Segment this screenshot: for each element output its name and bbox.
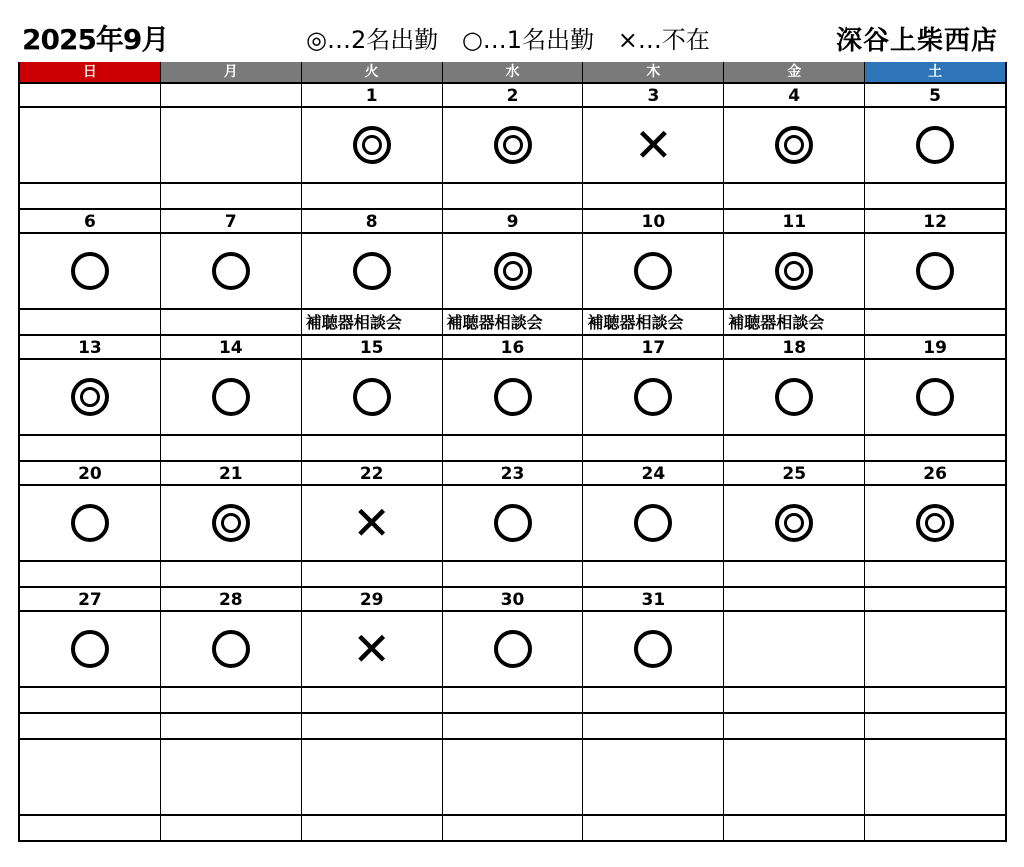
date-number <box>724 588 865 610</box>
double-circle-icon <box>212 504 250 542</box>
circle-icon <box>71 630 109 668</box>
date-number: 13 <box>20 336 161 358</box>
day-status-cell <box>865 360 1005 434</box>
day-status-cell <box>443 360 584 434</box>
day-note <box>724 562 865 586</box>
weekday-wednesday: 水 <box>443 62 584 82</box>
day-status-cell <box>865 612 1005 686</box>
calendar-header <box>0 0 1024 60</box>
day-note <box>161 562 302 586</box>
empty-cell <box>583 714 724 738</box>
circle-icon <box>494 630 532 668</box>
day-status-cell <box>583 612 724 686</box>
day-note <box>583 436 724 460</box>
date-number: 9 <box>443 210 584 232</box>
circle-icon <box>212 378 250 416</box>
circle-icon <box>775 378 813 416</box>
day-note <box>20 436 161 460</box>
day-status-cell <box>724 612 865 686</box>
empty-row <box>20 814 1005 840</box>
week-2-note-row <box>20 308 1005 334</box>
double-circle-icon <box>916 504 954 542</box>
day-note <box>583 688 724 712</box>
empty-cell <box>161 816 302 840</box>
day-status-cell <box>443 612 584 686</box>
date-number: 18 <box>724 336 865 358</box>
day-note <box>724 184 865 208</box>
empty-cell <box>583 816 724 840</box>
date-number: 16 <box>443 336 584 358</box>
weekday-thursday: 木 <box>583 62 724 82</box>
empty-cell <box>302 816 443 840</box>
day-status-cell <box>20 234 161 308</box>
day-status-cell <box>20 108 161 182</box>
date-number: 20 <box>20 462 161 484</box>
double-circle-icon <box>494 252 532 290</box>
day-note: 補聴器相談会 <box>443 310 584 334</box>
empty-row <box>20 712 1005 738</box>
date-number: 22 <box>302 462 443 484</box>
day-note <box>443 184 584 208</box>
calendar-grid <box>18 62 1007 842</box>
day-status-cell <box>443 486 584 560</box>
day-note <box>865 310 1005 334</box>
week-5-date-row <box>20 586 1005 610</box>
day-note <box>724 688 865 712</box>
day-note <box>583 562 724 586</box>
double-circle-icon <box>494 126 532 164</box>
date-number: 17 <box>583 336 724 358</box>
empty-cell <box>724 714 865 738</box>
week-3-note-row <box>20 434 1005 460</box>
date-number: 31 <box>583 588 724 610</box>
day-note <box>20 310 161 334</box>
date-number: 21 <box>161 462 302 484</box>
circle-icon <box>353 378 391 416</box>
double-circle-icon <box>775 504 813 542</box>
day-note <box>865 436 1005 460</box>
empty-cell <box>161 714 302 738</box>
empty-cell <box>443 816 584 840</box>
day-status-cell <box>583 486 724 560</box>
day-status-cell <box>724 234 865 308</box>
date-number: 28 <box>161 588 302 610</box>
day-status-cell <box>161 360 302 434</box>
day-note <box>302 562 443 586</box>
date-number: 7 <box>161 210 302 232</box>
double-circle-icon <box>71 378 109 416</box>
date-number: 5 <box>929 86 941 106</box>
date-number: 12 <box>923 212 947 232</box>
date-number: 11 <box>724 210 865 232</box>
day-note <box>583 184 724 208</box>
circle-icon <box>634 378 672 416</box>
date-number: 3 <box>583 84 724 106</box>
day-note <box>20 688 161 712</box>
day-note <box>161 436 302 460</box>
day-status-cell <box>865 234 1005 308</box>
week-2-status-row <box>20 232 1005 308</box>
date-number: 27 <box>20 588 161 610</box>
weekday-sunday: 日 <box>20 62 161 82</box>
day-status-cell <box>724 486 865 560</box>
date-number: 23 <box>443 462 584 484</box>
empty-cell <box>161 740 302 814</box>
date-number: 14 <box>161 336 302 358</box>
week-4-date-row <box>20 460 1005 484</box>
day-status-cell <box>161 612 302 686</box>
week-1-date-row <box>20 82 1005 106</box>
weekday-monday: 月 <box>161 62 302 82</box>
empty-cell <box>302 740 443 814</box>
day-note <box>302 436 443 460</box>
empty-cell <box>865 740 1005 814</box>
date-number: 8 <box>302 210 443 232</box>
week-1-note-row <box>20 182 1005 208</box>
circle-icon <box>634 630 672 668</box>
day-status-cell <box>20 360 161 434</box>
double-circle-icon <box>775 126 813 164</box>
circle-icon <box>353 252 391 290</box>
day-note: 補聴器相談会 <box>724 310 865 334</box>
empty-cell <box>443 714 584 738</box>
day-status-cell <box>302 486 443 560</box>
week-4-status-row <box>20 484 1005 560</box>
date-number: 26 <box>923 464 947 484</box>
empty-cell <box>583 740 724 814</box>
empty-cell <box>20 740 161 814</box>
store-name: 深谷上柴西店 <box>835 26 998 56</box>
empty-cell <box>724 740 865 814</box>
day-note <box>161 310 302 334</box>
circle-icon <box>916 126 954 164</box>
empty-cell <box>724 816 865 840</box>
day-note <box>865 184 1005 208</box>
empty-cell <box>302 714 443 738</box>
date-number: 19 <box>923 338 947 358</box>
day-note: 補聴器相談会 <box>302 310 443 334</box>
date-number: 24 <box>583 462 724 484</box>
day-status-cell <box>302 360 443 434</box>
week-4-note-row <box>20 560 1005 586</box>
date-number <box>865 588 1005 610</box>
day-note <box>161 184 302 208</box>
legend-cross: ×…不在 <box>617 26 710 54</box>
week-3-date-row <box>20 334 1005 358</box>
day-note <box>20 184 161 208</box>
month-title: 2025年9月 <box>22 23 169 56</box>
empty-cell <box>865 816 1005 840</box>
week-3-status-row <box>20 358 1005 434</box>
circle-icon <box>494 504 532 542</box>
empty-row <box>20 738 1005 814</box>
week-5-note-row <box>20 686 1005 712</box>
cross-icon: ✕ <box>634 118 673 172</box>
empty-cell <box>20 816 161 840</box>
date-number: 10 <box>583 210 724 232</box>
double-circle-icon <box>775 252 813 290</box>
double-circle-icon <box>353 126 391 164</box>
circle-icon <box>634 252 672 290</box>
weekday-header-row <box>20 62 1005 82</box>
day-status-cell <box>443 234 584 308</box>
day-status-cell <box>583 234 724 308</box>
weekday-friday: 金 <box>724 62 865 82</box>
day-status-cell <box>724 360 865 434</box>
day-status-cell <box>865 108 1005 182</box>
day-note <box>865 562 1005 586</box>
legend <box>306 20 726 55</box>
date-number: 15 <box>302 336 443 358</box>
circle-icon <box>71 252 109 290</box>
day-note <box>443 688 584 712</box>
date-number: 6 <box>20 210 161 232</box>
empty-cell <box>865 714 1005 738</box>
date-number <box>20 84 161 106</box>
day-status-cell <box>20 486 161 560</box>
date-number: 2 <box>443 84 584 106</box>
day-note <box>443 436 584 460</box>
date-number: 30 <box>443 588 584 610</box>
week-2-date-row <box>20 208 1005 232</box>
circle-icon <box>212 252 250 290</box>
weekday-tuesday: 火 <box>302 62 443 82</box>
day-status-cell <box>724 108 865 182</box>
legend-double-circle: ◎…2名出勤 <box>306 26 439 54</box>
circle-icon <box>212 630 250 668</box>
day-status-cell <box>302 108 443 182</box>
day-status-cell <box>583 360 724 434</box>
day-note <box>161 688 302 712</box>
cross-icon: ✕ <box>352 496 391 550</box>
day-status-cell <box>302 612 443 686</box>
circle-icon <box>916 252 954 290</box>
day-status-cell <box>20 612 161 686</box>
day-status-cell <box>443 108 584 182</box>
legend-single-circle: ○…1名出勤 <box>461 26 595 54</box>
day-note: 補聴器相談会 <box>583 310 724 334</box>
circle-icon <box>494 378 532 416</box>
circle-icon <box>916 378 954 416</box>
day-status-cell <box>302 234 443 308</box>
circle-icon <box>634 504 672 542</box>
day-note <box>724 436 865 460</box>
day-status-cell <box>161 486 302 560</box>
day-note <box>443 562 584 586</box>
cross-icon: ✕ <box>352 622 391 676</box>
date-number: 4 <box>724 84 865 106</box>
week-1-status-row <box>20 106 1005 182</box>
day-status-cell <box>161 108 302 182</box>
day-note <box>302 688 443 712</box>
day-status-cell <box>865 486 1005 560</box>
week-5-status-row <box>20 610 1005 686</box>
date-number: 1 <box>302 84 443 106</box>
day-status-cell <box>583 108 724 182</box>
date-number: 29 <box>302 588 443 610</box>
day-note <box>20 562 161 586</box>
weekday-saturday: 土 <box>865 62 1005 82</box>
circle-icon <box>71 504 109 542</box>
empty-cell <box>20 714 161 738</box>
empty-cell <box>443 740 584 814</box>
day-note <box>302 184 443 208</box>
date-number <box>161 84 302 106</box>
day-status-cell <box>161 234 302 308</box>
date-number: 25 <box>724 462 865 484</box>
day-note <box>865 688 1005 712</box>
